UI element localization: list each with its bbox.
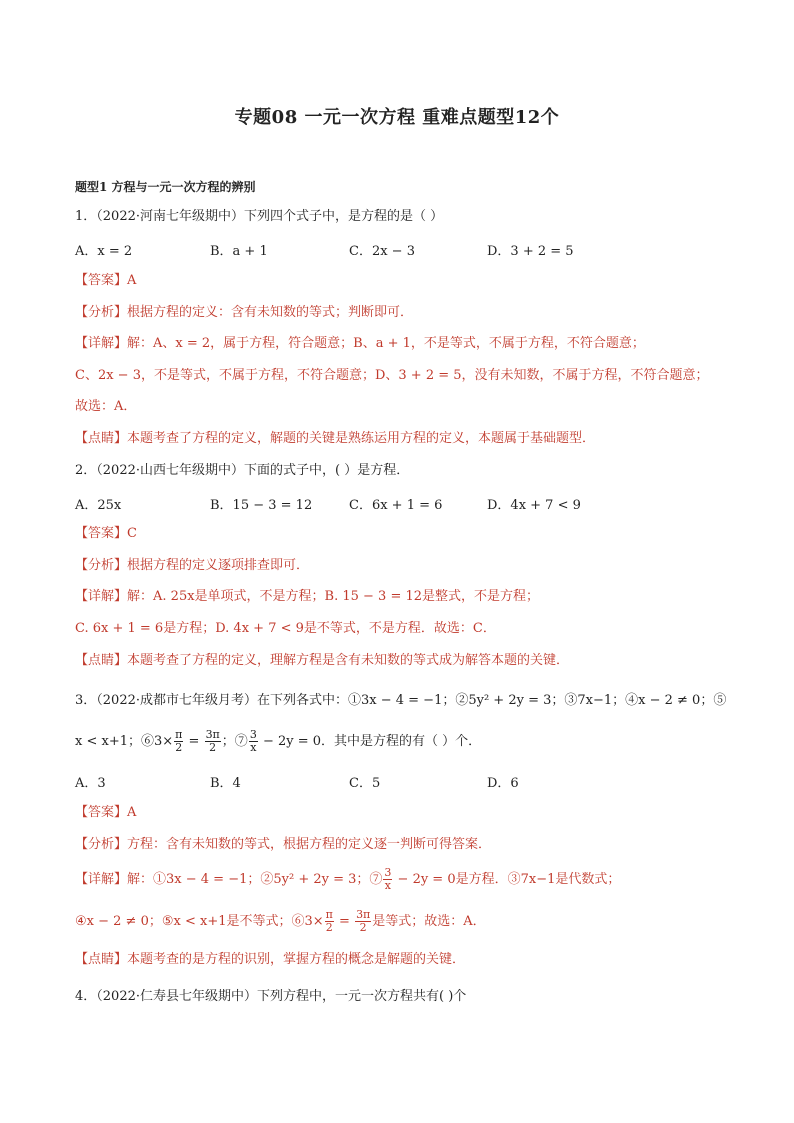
analysis-text: 根据方程的定义逐项排查即可． [127, 558, 310, 573]
detail-tag: 【详解】 [75, 336, 128, 351]
q1-comment [75, 429, 765, 449]
q1-detail-3: 故选：A． [75, 399, 137, 414]
q2-stem: 2．（2022·山西七年级期中）下面的式子中，( ）是方程． [75, 463, 410, 478]
q1-option-d: D．3 + 2 = 5 [487, 244, 574, 259]
q3-stem-part-b: ；⑦ [221, 734, 248, 749]
q3-stem-line-2 [75, 725, 765, 759]
analysis-text: 方程：含有未知数的等式，根据方程的定义逐一判断可得答案． [127, 837, 492, 852]
q3-option-b: B．4 [210, 776, 241, 791]
answer-value: A [127, 805, 137, 820]
analysis-tag: 【分析】 [75, 305, 128, 320]
detail-tag: 【详解】 [75, 589, 128, 604]
q3-stem-part-c: − 2y = 0．其中是方程的有（ ）个． [258, 734, 482, 749]
fraction-3pi-over-2: $\frac{3\pi}{2}$ [356, 908, 371, 934]
q2-option-b: B．15 − 3 = 12 [210, 498, 313, 513]
section-heading: 题型1 方程与一元一次方程的辨别 [75, 180, 256, 194]
detail-tag: 【详解】 [75, 872, 128, 887]
q3-comment [75, 950, 765, 970]
fraction-3pi-over-2: $\frac{3\pi}{2}$ [205, 728, 220, 754]
fraction-3-over-x: $\frac{3}{x}$ [384, 866, 392, 892]
equals-sign: = [334, 914, 355, 929]
q1-option-c: C．2x − 3 [349, 244, 415, 259]
q1-detail-1 [75, 334, 765, 354]
detail-text-a: ④x − 2 ≠ 0；⑤x < x+1是不等式；⑥3× [75, 914, 324, 929]
q4-stem: 4．（2022·仁寿县七年级期中）下列方程中，一元一次方程共有( )个 [75, 989, 467, 1004]
q2-answer [75, 524, 765, 544]
q1-analysis [75, 303, 765, 323]
detail-text-b: 是等式；故选：A． [372, 914, 486, 929]
q3-stem-line-1: 3．（2022·成都市七年级月考）在下列各式中：①3x − 4 = −1；②5y² + 2y = 3；③7x−1；④x − 2 ≠ 0；⑤ [75, 693, 727, 708]
q3-stem-part-a: x < x+1；⑥3× [75, 734, 174, 749]
analysis-tag: 【分析】 [75, 558, 128, 573]
q2-option-a: A．25x [75, 498, 122, 513]
answer-value: A [127, 273, 137, 288]
fraction-pi-over-2: $\frac{\pi}{2}$ [325, 908, 333, 934]
q1-detail-2: C、2x − 3，不是等式，不属于方程，不符合题意；D、3 + 2 = 5，没有未知数，不属于方程，不符合题意； [75, 368, 709, 383]
q3-option-d: D．6 [487, 776, 519, 791]
equals-sign: = [184, 734, 204, 749]
q1-option-a: A．x = 2 [75, 244, 133, 259]
q1-stem: 1．（2022·河南七年级期中）下列四个式子中，是方程的是（ ） [75, 209, 444, 224]
detail-text-b: − 2y = 0是方程．③7x−1是代数式； [393, 872, 621, 887]
comment-tag: 【点睛】 [75, 653, 128, 668]
detail-text-a: 解：①3x − 4 = −1；②5y² + 2y = 3；⑦ [127, 872, 383, 887]
comment-tag: 【点睛】 [75, 952, 128, 967]
q2-option-d: D．4x + 7 < 9 [487, 498, 581, 513]
comment-tag: 【点睛】 [75, 431, 128, 446]
fraction-3-over-x: $\frac{3}{x}$ [249, 728, 257, 754]
analysis-tag: 【分析】 [75, 837, 128, 852]
q3-analysis [75, 835, 765, 855]
answer-value: C [127, 526, 137, 541]
q2-detail-2: C. 6x + 1 = 6是方程；D. 4x + 7 < 9是不等式，不是方程．故选：C． [75, 621, 496, 636]
q2-option-c: C．6x + 1 = 6 [349, 498, 443, 513]
q2-detail-1 [75, 587, 765, 607]
answer-tag: 【答案】 [75, 805, 128, 820]
comment-text: 本题考查的是方程的识别，掌握方程的概念是解题的关键． [127, 952, 466, 967]
analysis-text: 根据方程的定义：含有未知数的等式；判断即可． [127, 305, 414, 320]
q3-option-a: A．3 [75, 776, 106, 791]
detail-text: 解：A. 25x是单项式，不是方程；B. 15 − 3 = 12是整式，不是方程； [127, 589, 540, 604]
q2-comment [75, 651, 765, 671]
q3-option-c: C．5 [349, 776, 381, 791]
q3-answer [75, 803, 765, 823]
q1-answer [75, 271, 765, 291]
answer-tag: 【答案】 [75, 526, 128, 541]
comment-text: 本题考查了方程的定义，理解方程是含有未知数的等式成为解答本题的关键． [127, 653, 570, 668]
fraction-pi-over-2: $\frac{\pi}{2}$ [175, 728, 183, 754]
comment-text: 本题考查了方程的定义，解题的关键是熟练运用方程的定义，本题属于基础题型． [127, 431, 596, 446]
answer-tag: 【答案】 [75, 273, 128, 288]
q1-option-b: B．a + 1 [210, 244, 268, 259]
q3-detail-2 [75, 905, 765, 939]
q3-detail-1 [75, 863, 765, 897]
page-title: 专题08 一元一次方程 重难点题型12个 [234, 107, 560, 128]
q2-analysis [75, 556, 765, 576]
detail-text: 解：A、x = 2，属于方程，符合题意；B、a + 1，不是等式，不属于方程，不符合题意； [127, 336, 645, 351]
